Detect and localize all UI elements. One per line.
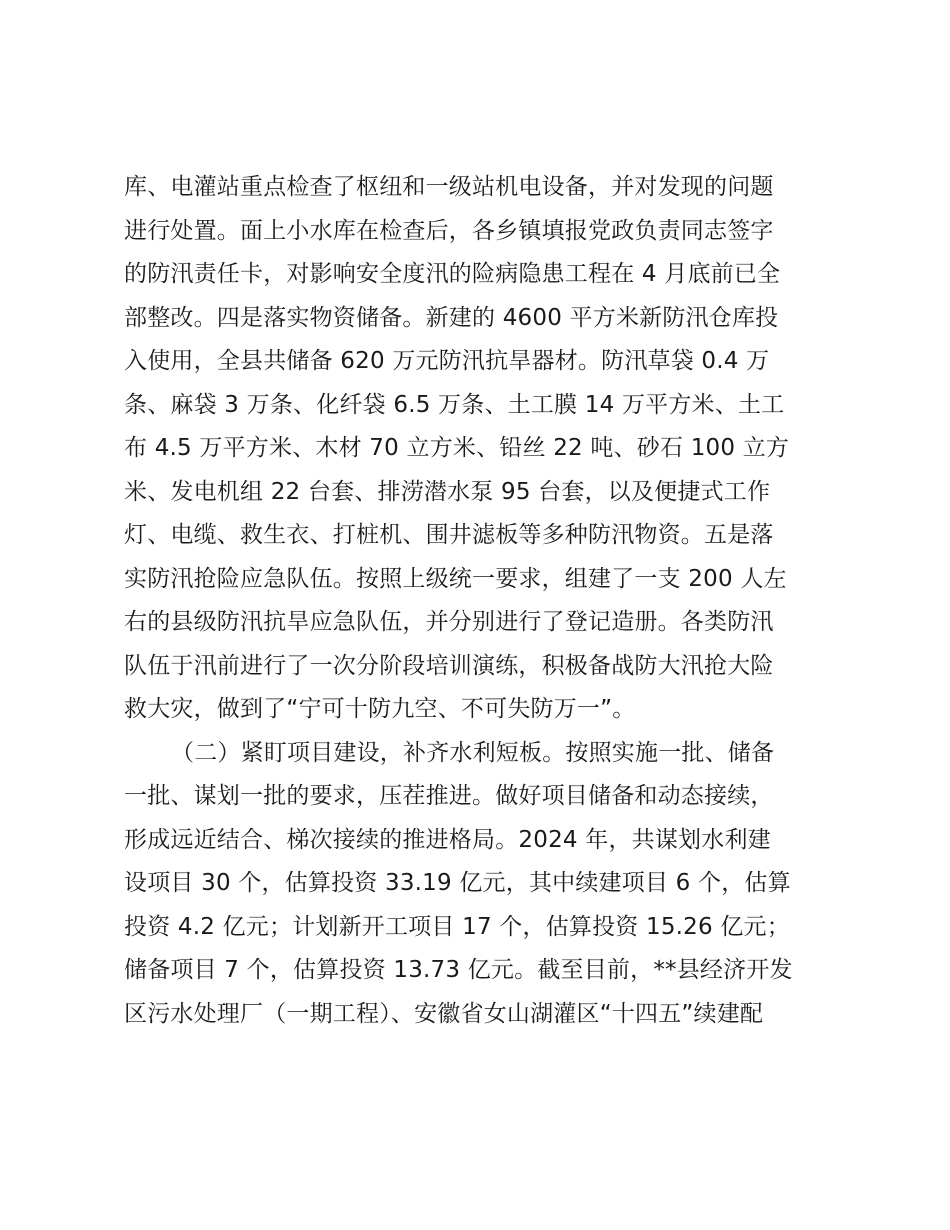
text-line: 进行处置。面上小水库在检查后，各乡镇填报党政负责同志签字 [124, 217, 774, 244]
text-line: 入使用，全县共储备 620 万元防汛抗旱器材。防汛草袋 0.4 万 [124, 348, 770, 374]
text-line: 右的县级防汛抗旱应急队伍，并分别进行了登记造册。各类防汛 [124, 609, 774, 635]
text-line: 布 4.5 万平方米、木材 70 立方米、铅丝 22 吨、砂石 100 立方 [124, 435, 790, 461]
text-line: 灯、电缆、救生衣、打桩机、围井滤板等多种防汛物资。五是落 [124, 522, 774, 548]
text-line: 库、电灌站重点检查了枢纽和一级站机电设备，并对发现的问题 [124, 174, 774, 200]
text-line: 一批、谋划一批的要求，压茬推进。做好项目储备和动态接续， [124, 783, 774, 809]
text-line: 投资 4.2 亿元；计划新开工项目 17 个，估算投资 15.26 亿元； [124, 913, 790, 940]
text-line: 救大灾，做到了“宁可十防九空、不可失防万一”。 [124, 696, 636, 722]
text-line: 部整改。四是落实物资储备。新建的 4600 平方米新防汛仓库投 [124, 304, 779, 331]
text-line: 形成远近结合、梯次接续的推进格局。2024 年，共谋划水利建 [124, 826, 771, 853]
text-line: 队伍于汛前进行了一次分阶段培训演练，积极备战防大汛抢大险 [124, 652, 774, 679]
text-line: 储备项目 7 个，估算投资 13.73 亿元。截至目前，**县经济开发 [124, 957, 793, 983]
text-line: 条、麻袋 3 万条、化纤袋 6.5 万条、土工膜 14 万平方米、土工 [124, 391, 785, 418]
text-line: 实防汛抢险应急队伍。按照上级统一要求，组建了一支 200 人左 [124, 565, 787, 592]
body-text [124, 166, 834, 1036]
text-line: 区污水处理厂（一期工程）、安徽省女山湖灌区“十四五”续建配 [124, 1000, 764, 1027]
text-line: 的防汛责任卡，对影响安全度汛的险病隐患工程在 4 月底前已全 [124, 261, 781, 287]
section-heading-line: （二）紧盯项目建设，补齐水利短板。按照实施一批、储备 [171, 739, 775, 766]
text-line: 米、发电机组 22 台套、排涝潜水泵 95 台套，以及便捷式工作 [124, 478, 771, 505]
text-line: 设项目 30 个，估算投资 33.19 亿元，其中续建项目 6 个，估算 [124, 870, 791, 896]
